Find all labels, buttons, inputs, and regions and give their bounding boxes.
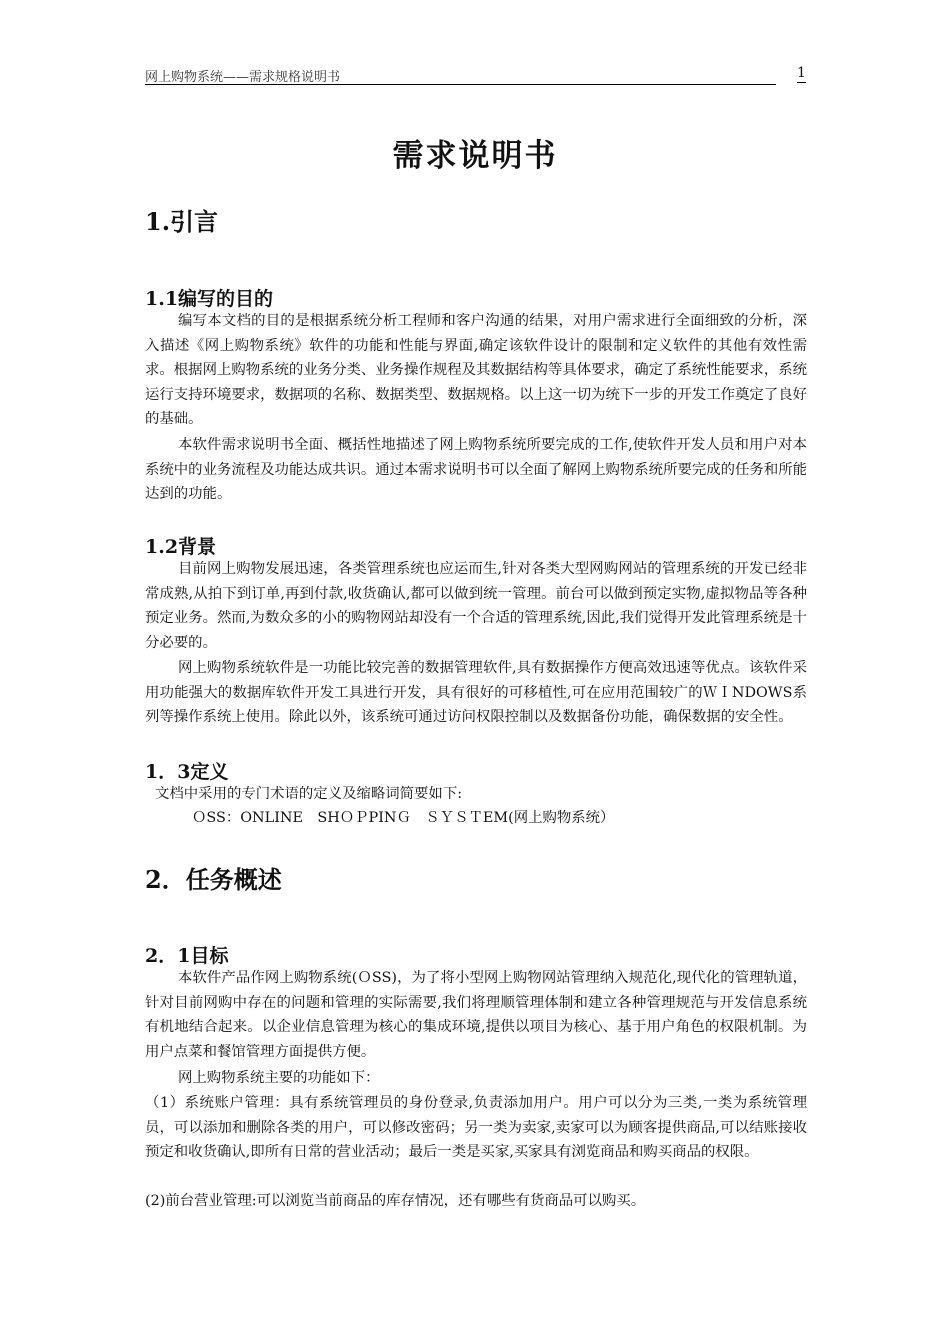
section-heading-1-3: 1．3定义 <box>145 761 229 783</box>
section-heading-1-1: 1.1编写的目的 <box>145 288 274 310</box>
page-header <box>145 64 776 85</box>
paragraph-1-2-a: 目前网上购物发展迅速，各类管理系统也应运而生,针对各类大型网购网站的管理系统的开发已经非常成熟,从拍下到订单,再到付款,收货确认,都可以做到统一管理。前台可以做到预定实物,虚拟物品等各种预定业务。然而,为数众多的小的购物网站却没有一个合适的管理系统,因此,我们觉得开发此管理系统是十分必要的。 <box>145 561 807 651</box>
definition-oss: ＯSS：ONLINE SHＯＰPINＧ ＳＹＳＴEM(网上购物系统） <box>192 810 615 826</box>
section-heading-1-2: 1.2背景 <box>145 536 217 558</box>
paragraph-1-1-a: 编写本文档的目的是根据系统分析工程师和客户沟通的结果，对用户需求进行全面细致的分析，深入描述《网上购物系统》软件的功能和性能与界面,确定该软件设计的限制和定义软件的其他有效性需求。根据网上购物系统的业务分类、业务操作规程及其数据结构等具体要求，确定了系统性能要求，系统运行支持环境要求，数据项的名称、数据类型、数据规格。以上这一切为统下一步的开发工作奠定了良好的基础。 <box>145 313 807 427</box>
paragraph-1-1-b: 本软件需求说明书全面、概括性地描述了网上购物系统所要完成的工作,使软件开发人员和用户对本系统中的业务流程及功能达成共识。通过本需求说明书可以全面了解网上购物系统所要完成的任务和所能达到的功能。 <box>145 437 807 502</box>
paragraph-1-2-b: 网上购物系统软件是一功能比较完善的数据管理软件,具有数据操作方便高效迅速等优点。该软件采用功能强大的数据库软件开发工具进行开发，具有很好的可移植性,可在应用范围较广的ＷＩNDOWS系列等操作系统上使用。除此以外，该系统可通过访问权限控制以及数据备份功能，确保数据的安全性。 <box>145 660 807 725</box>
section-heading-1: 1.引言 <box>145 207 219 236</box>
section-heading-2-1: 2．1目标 <box>145 945 229 967</box>
page-number: 1 <box>797 65 806 81</box>
definition-intro: 文档中采用的专门术语的定义及缩略词简要如下: <box>155 786 463 802</box>
section-heading-2: 2．任务概述 <box>145 865 282 894</box>
document-title: 需求说明书 <box>392 138 558 174</box>
list-item-1: （1）系统账户管理：具有系统管理员的身份登录,负责添加用户。用户可以分为三类,一类为系统管理员，可以添加和删除各类的用户，可以修改密码；另一类为卖家,卖家可以为顾客提供商品,可以结账接收预定和收货确认,即所有日常的营业活动；最后一类是买家,买家具有浏览商品和购买商品的权限。 <box>145 1095 807 1160</box>
paragraph-2-1-a: 本软件产品作网上购物系统(ＯSS)，为了将小型网上购物网站管理纳入规范化,现代化的管理轨道，针对目前网购中存在的问题和管理的实际需要,我们将理顺管理体制和建立各种管理规范与开发信息系统有机地结合起来。以企业信息管理为核心的集成环境,提供以项目为核心、基于用户角色的权限机制。为用户点菜和餐馆管理方面提供方便。 <box>145 970 807 1060</box>
header-title: 网上购物系统——需求规格说明书 <box>145 70 341 85</box>
list-item-2: (2)前台营业管理:可以浏览当前商品的库存情况，还有哪些有货商品可以购买。 <box>145 1193 646 1209</box>
paragraph-2-1-b: 网上购物系统主要的功能如下： <box>178 1070 380 1086</box>
